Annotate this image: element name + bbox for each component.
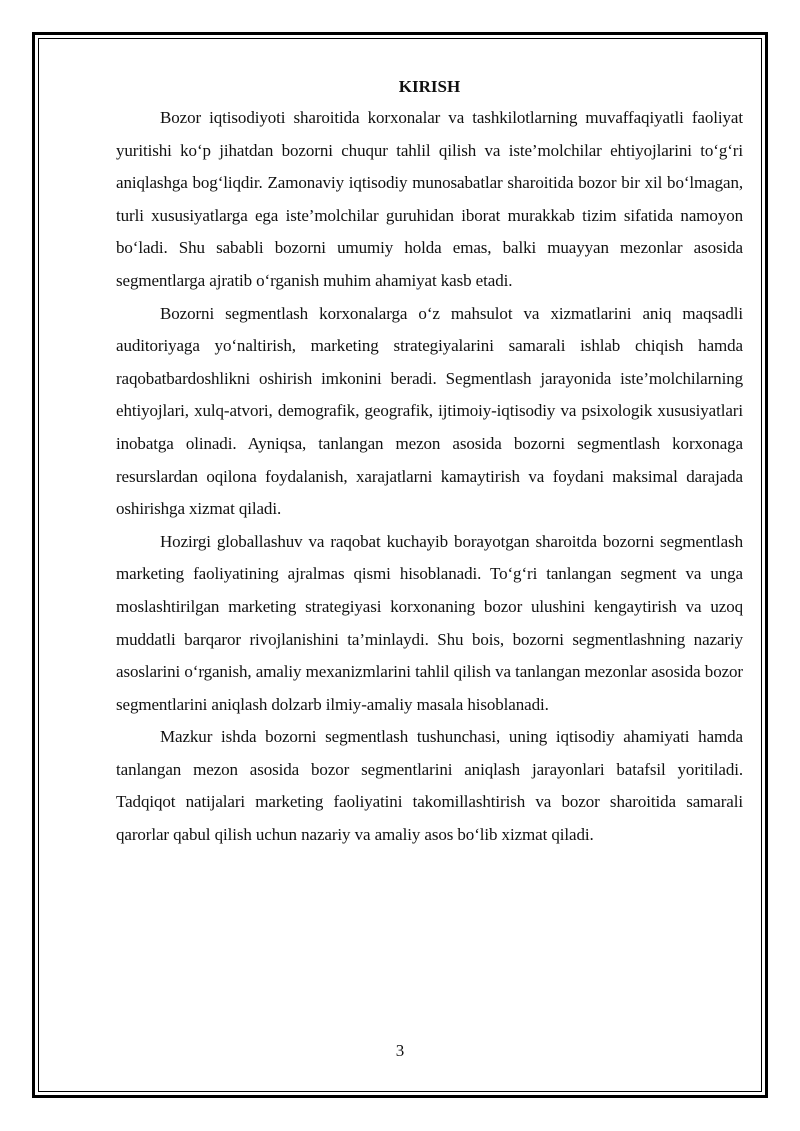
- paragraph-1: Bozor iqtisodiyoti sharoitida korxonalar va tashkilotlarning muvaffaqiyatli faoliyat yuritishi ko‘p jihatdan bozorni chuqur tahlil qilish va iste’molchilar ehtiyojlarini to‘g‘ri aniqlashga bog‘liqdir. Zamonaviy iqtisodiy munosabatlar sharoitida bozor bir xil bo‘lmagan, turli xususiyatlarga ega iste’molchilar guruhidan iborat murakkab tizim sifatida namoyon bo‘ladi. Shu sababli bozorni umumiy holda emas, balki muayyan mezonlar asosida segmentlarga ajratib o‘rganish muhim ahamiyat kasb etadi.: [116, 108, 743, 290]
- section-title: KIRISH: [398, 77, 461, 96]
- document-body: [116, 76, 743, 852]
- paragraph-4: Mazkur ishda bozorni segmentlash tushunchasi, uning iqtisodiy ahamiyati hamda tanlangan mezon asosida bozor segmentlarini aniqlash jarayonlari batafsil yoritiladi. Tadqiqot natijalari marketing faoliyatini takomillashtirish va bozor sharoitida samarali qarorlar qabul qilish uchun nazariy va amaliy asos bo‘lib xizmat qiladi.: [116, 727, 743, 845]
- page-number: 3: [395, 1041, 405, 1060]
- paragraph-2: Bozorni segmentlash korxonalarga o‘z mahsulot va xizmatlarini aniq maqsadli auditoriyaga yo‘naltirish, marketing strategiyalarini samarali ishlab chiqish hamda raqobatbardoshlikni oshirish imkonini beradi. Segmentlash jarayonida iste’molchilarning ehtiyojlari, xulq-atvori, demografik, geografik, ijtimoiy-iqtisodiy va psixologik xususiyatlari inobatga olinadi. Ayniqsa, tanlangan mezon asosida bozorni segmentlash korxonaga resurslardan oqilona foydalanish, xarajatlarni kamaytirish va foydani maksimal darajada oshirishga xizmat qiladi.: [116, 303, 743, 519]
- paragraph-3: Hozirgi globallashuv va raqobat kuchayib borayotgan sharoitda bozorni segmentlash marketing faoliyatining ajralmas qismi hisoblanadi. To‘g‘ri tanlangan segment va unga moslashtirilgan marketing strategiyasi korxonaning bozor ulushini kengaytirish va uzoq muddatli barqaror rivojlanishini ta’minlaydi. Shu bois, bozorni segmentlashning nazariy asoslarini o‘rganish, amaliy mexanizmlarini tahlil qilish va tanlangan mezonlar asosida bozor segmentlarini aniqlash dolzarb ilmiy-amaliy masala hisoblanadi.: [116, 531, 743, 714]
